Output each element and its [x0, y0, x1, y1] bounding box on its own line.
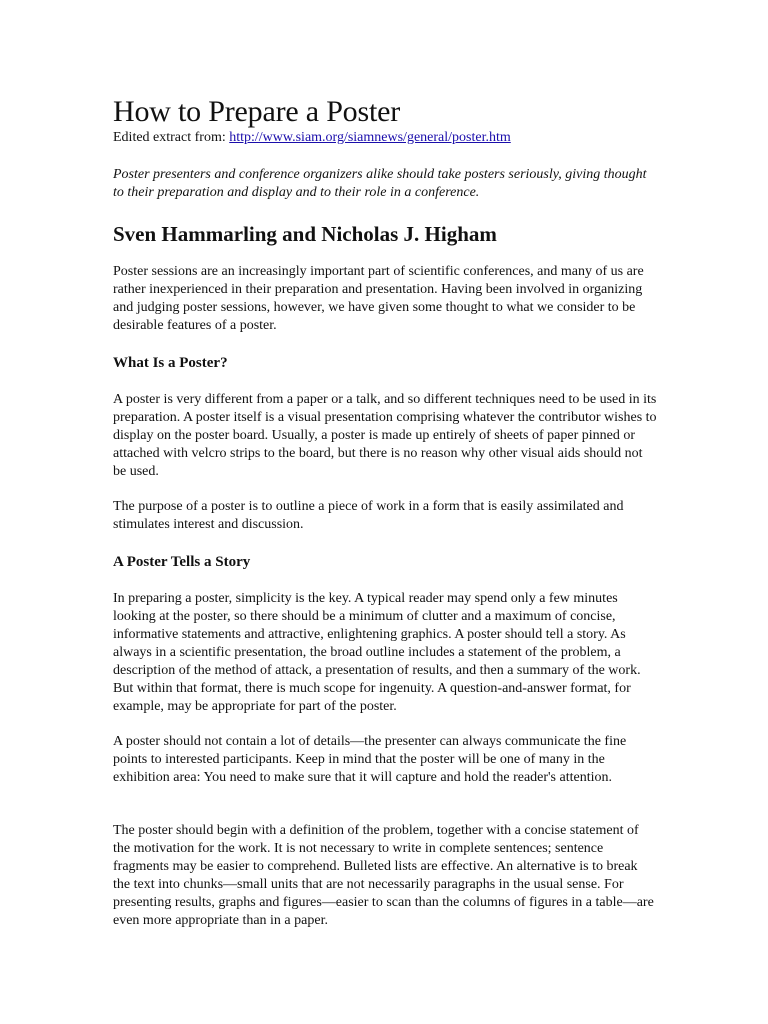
- section-heading-what-is-a-poster: What Is a Poster?: [113, 355, 228, 371]
- paragraph: A poster should not contain a lot of details—the presenter can always communicate the fine points to interested participants. Keep in mind that the poster will be one of many in the exhibition area: You need to make sure that it will capture and hold the reader's attention.: [113, 734, 627, 785]
- paragraph: The purpose of a poster is to outline a piece of work in a form that is easily assimilated and stimulates interest and discussion.: [113, 499, 624, 532]
- subtitle: Poster presenters and conference organizers alike should take posters seriously, giving thought to their preparation and display and to their role in a conference.: [113, 167, 647, 200]
- extract-source-line: [113, 129, 511, 147]
- section-heading-poster-tells-a-story: A Poster Tells a Story: [113, 554, 251, 570]
- paragraph: The poster should begin with a definition of the problem, together with a concise statement of the motivation for the work. It is not necessary to write in complete sentences; sentence fragments may be easier to comprehend. Bulleted lists are effective. An alternative is to break the text into chunks—small units that are not necessarily paragraphs in the usual sense. For presenting results, graphs and figures—easier to scan than the columns of figures in a table—are even more appropriate than in a paper.: [113, 823, 654, 928]
- source-link[interactable]: http://www.siam.org/siamnews/general/poster.htm: [229, 130, 511, 145]
- extract-label: Edited extract from:: [113, 130, 230, 145]
- page-title: How to Prepare a Poster: [113, 95, 400, 128]
- intro-paragraph: Poster sessions are an increasingly important part of scientific conferences, and many of us are rather inexperienced in their preparation and presentation. Having been involved in organizing and judging poster sessions, however, we have given some thought to what we consider to be desirable features of a poster.: [113, 264, 644, 333]
- paragraph: In preparing a poster, simplicity is the key. A typical reader may spend only a few minutes looking at the poster, so there should be a minimum of clutter and a maximum of concise, informative statements and attractive, enlightening graphics. A poster should tell a story. As always in a scientific presentation, the broad outline includes a statement of the problem, a description of the method of attack, a presentation of results, and then a summary of the work. But within that format, there is much scope for ingenuity. A question-and-answer format, for example, may be appropriate for part of the poster.: [113, 591, 641, 714]
- authors-heading: Sven Hammarling and Nicholas J. Higham: [113, 222, 497, 246]
- paragraph: A poster is very different from a paper or a talk, and so different techniques need to be used in its preparation. A poster itself is a visual presentation comprising whatever the contributor wishes to display on the poster board. Usually, a poster is made up entirely of sheets of paper pinned or attached with velcro strips to the board, but there is no reason why other visual aids should not be used.: [113, 392, 657, 479]
